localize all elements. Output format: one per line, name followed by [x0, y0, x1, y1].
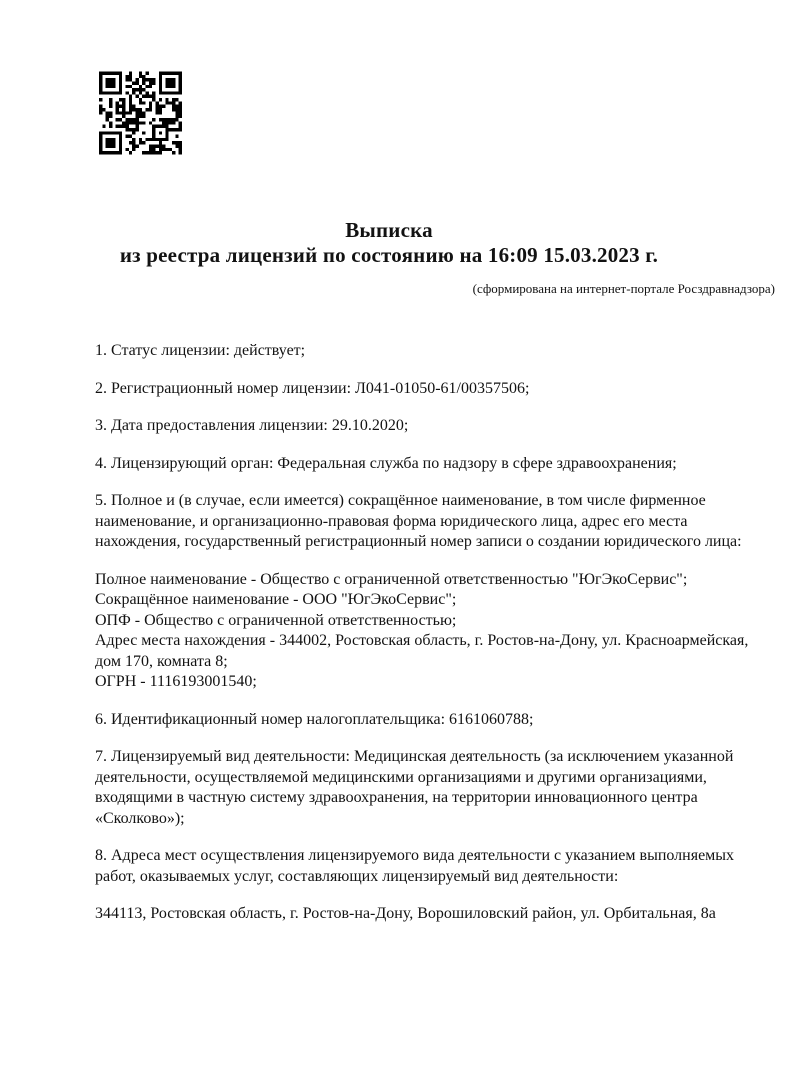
item-5-legal-entity-heading [95, 491, 785, 553]
item-8-activity-addresses-heading [95, 846, 785, 887]
address-line: Адрес места нахождения - 344002, Ростовская область, г. Ростов-на-Дону, ул. Красноармейская, [95, 632, 749, 649]
full-name-line: Полное наименование - Общество с ограниченной ответственностью "ЮгЭкоСервис"; [95, 570, 688, 588]
item-4-licensing-authority [95, 454, 785, 475]
address-line: дом 170, комната 8; [95, 652, 228, 670]
title-line-2: из реестра лицензий по состоянию на 16:09 15.03.2023 г. [119, 243, 659, 267]
text-line: работ, оказываемых услуг, составляющих лицензируемый вид деятельности: [95, 867, 619, 885]
text-line: деятельности, осуществляемой медицинскими организациями и другими организациями, [95, 768, 707, 786]
subtitle-note: (сформирована на интернет-портале Росздравнадзора) [472, 281, 775, 296]
text-line: 5. Полное и (в случае, если имеется) сокращённое наименование, в том числе фирменное [95, 492, 706, 509]
text-line: 7. Лицензируемый вид деятельности: Медицинская деятельность (за исключением указанной [95, 748, 734, 765]
text-line: 6. Идентификационный номер налогоплательщика: 6161060788; [95, 710, 534, 728]
text-line: 8. Адреса мест осуществления лицензируемого вида деятельности с указанием выполняемых [95, 847, 735, 864]
text-line: 1. Статус лицензии: действует; [95, 342, 306, 359]
item-3-grant-date [95, 416, 785, 437]
item-7-licensed-activity [95, 747, 785, 829]
text-line: «Сколково»); [95, 809, 185, 827]
text-line: наименование, и организационно-правовая форма юридического лица, адрес его места [95, 512, 688, 530]
text-line: входящими в частную систему здравоохранения, на территории инновационного центра [95, 789, 698, 806]
title-line-1: Выписка [345, 218, 433, 242]
legal-form-line: ОПФ - Общество с ограниченной ответственностью; [95, 611, 457, 629]
text-line: 344113, Ростовская область, г. Ростов-на-Дону, Ворошиловский район, ул. Орбитальная, 8а [95, 905, 716, 922]
text-line: нахождения, государственный регистрационный номер записи о создании юридического лица: [95, 533, 742, 550]
item-2-registration-number [95, 379, 785, 400]
item-6-taxpayer-number [95, 710, 785, 731]
document-body [95, 341, 785, 925]
qr-code-icon [99, 71, 182, 155]
legal-entity-details [95, 570, 785, 693]
text-line: 2. Регистрационный номер лицензии: Л041-01050-61/00357506; [95, 379, 530, 397]
ogrn-line: ОГРН - 1116193001540; [95, 673, 257, 690]
text-line: 3. Дата предоставления лицензии: 29.10.2020; [95, 417, 409, 434]
item-1-license-status [95, 341, 785, 362]
activity-address [95, 904, 785, 925]
short-name-line: Сокращённое наименование - ООО "ЮгЭкоСервис"; [95, 591, 457, 608]
text-line: 4. Лицензирующий орган: Федеральная служба по надзору в сфере здравоохранения; [95, 454, 677, 472]
document-title [0, 218, 778, 268]
